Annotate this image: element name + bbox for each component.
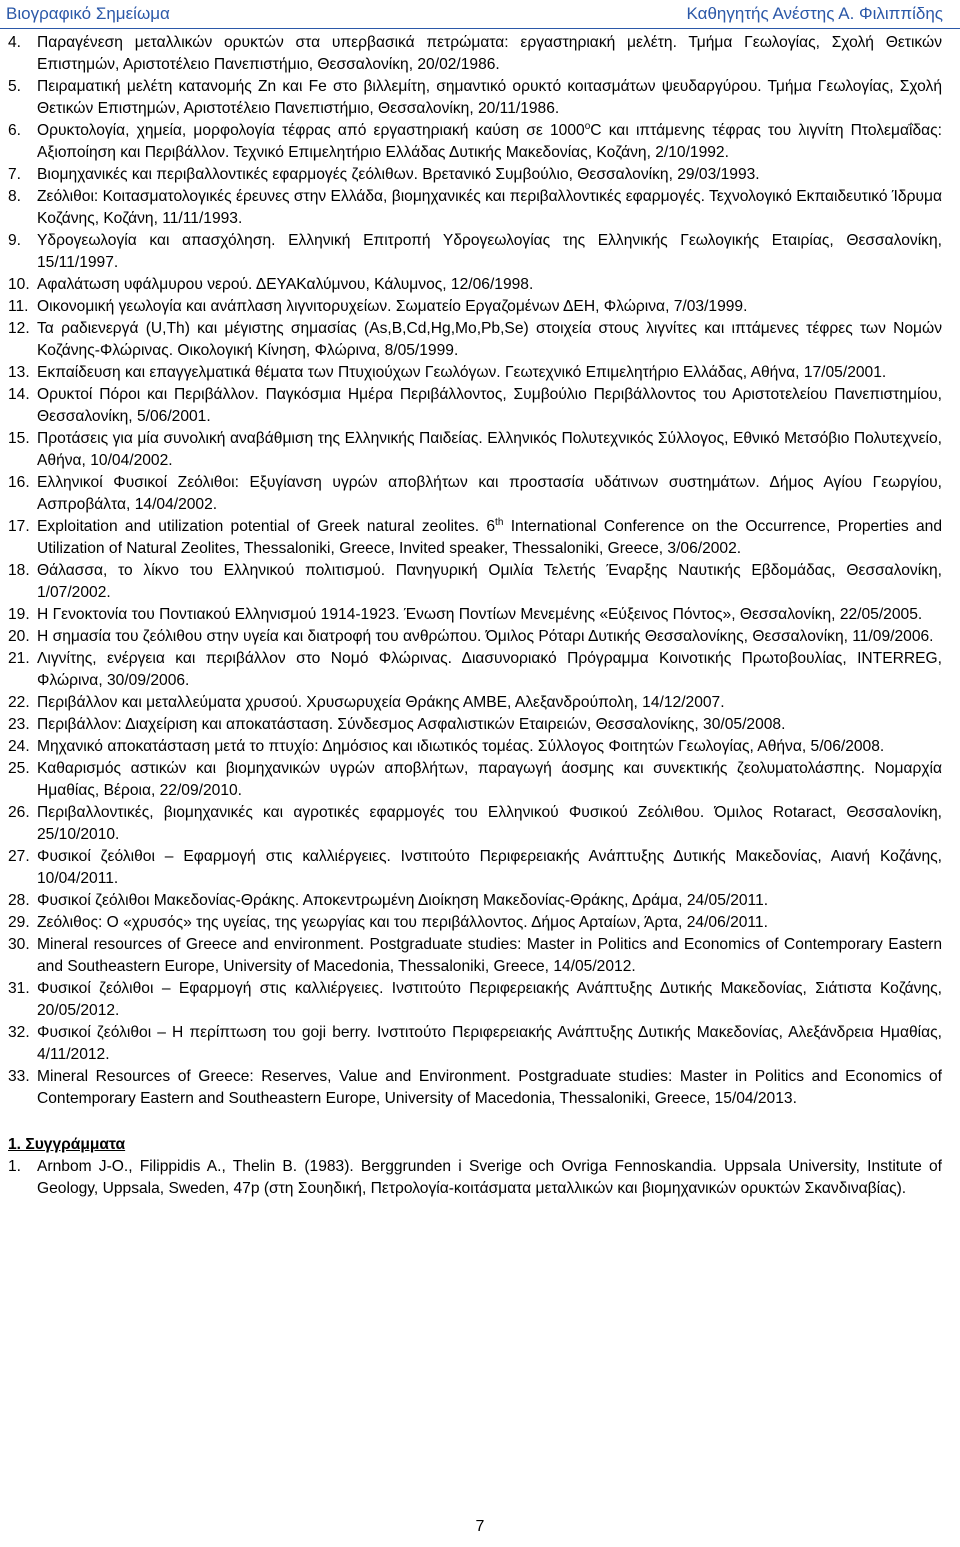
item-text: Πειραματική μελέτη κατανομής Zn και Fe στο βιλλεμίτη, σημαντικό ορυκτό κοιτασμάτων ψευδαργύρου. Τμήμα Γεωλογίας, Σχολή Θετικών Επιστημών, Αριστοτέλειο Πανεπιστήμιο, Θεσσαλονίκη, 20/11/1986. <box>37 78 942 117</box>
item-number: 1. <box>8 1158 22 1175</box>
item-text: Μηχανικό αποκατάσταση μετά το πτυχίο: Δημόσιος και ιδιωτικός τομέας. Σύλλογος Φοιτητών Γεωλογίας, Αθήνα, 5/06/2008. <box>37 738 885 755</box>
list-item <box>8 714 942 736</box>
list-item <box>8 626 942 648</box>
item-text: Θάλασσα, το λίκνο του Ελληνικού πολιτισμού. Πανηγυρική Ομιλία Τελετής Έναρξης Ναυτικής Εβδομάδας, Θεσσαλονίκη, 1/07/2002. <box>37 562 942 601</box>
item-text: Mineral resources of Greece and environment. Postgraduate studies: Master in Politics and Economics of Contemporary Eastern and Southeastern Europe, University of Macedonia, Thessaloniki, Greece, 14/05/2012. <box>37 936 942 975</box>
list-item <box>8 846 942 890</box>
lectures-list <box>8 32 942 1200</box>
list-item <box>8 186 942 230</box>
item-text: Βιομηχανικές και περιβαλλοντικές εφαρμογές ζεόλιθων. Βρετανικό Συμβούλιο, Θεσσαλονίκη, 29/03/1993. <box>37 166 760 183</box>
item-number: 24. <box>8 738 30 755</box>
list-item <box>8 736 942 758</box>
item-text: Φυσικοί ζεόλιθοι Μακεδονίας-Θράκης. Αποκεντρωμένη Διοίκηση Μακεδονίας-Θράκης, Δράμα, 24/05/2011. <box>37 892 769 909</box>
item-text: Παραγένεση μεταλλικών ορυκτών στα υπερβασικά πετρώματα: εργαστηριακή μελέτη. Τμήμα Γεωλογίας, Σχολή Θετικών Επιστημών, Αριστοτέλειο Πανεπιστήμιο, Θεσσαλονίκη, 20/02/1986. <box>37 34 942 73</box>
list-item <box>8 802 942 846</box>
list-item <box>8 560 942 604</box>
list-item <box>8 384 942 428</box>
item-text: Προτάσεις για μία συνολική αναβάθμιση της Ελληνικής Παιδείας. Ελληνικός Πολυτεχνικός Σύλλογος, Εθνικό Μετσόβιο Πολυτεχνείο, Αθήνα, 10/04/2002. <box>37 430 942 469</box>
item-text: Φυσικοί ζεόλιθοι – Εφαρμογή στις καλλιέργειες. Ινστιτούτο Περιφερειακής Ανάπτυξης Δυτικής Μακεδονίας, Σιάτιστα Κοζάνης, 20/05/2012. <box>37 980 942 1019</box>
item-text: Περιβάλλον και μεταλλεύματα χρυσού. Χρυσωρυχεία Θράκης ΑΜΒΕ, Αλεξανδρούπολη, 14/12/2007. <box>37 694 725 711</box>
page-number: 7 <box>475 1518 485 1535</box>
item-number: 4. <box>8 34 22 51</box>
item-number: 32. <box>8 1024 30 1041</box>
item-number: 29. <box>8 914 30 931</box>
superscript: ο <box>584 120 591 132</box>
list-item <box>8 318 942 362</box>
item-text: Η Γενοκτονία του Ποντιακού Ελληνισμού 1914-1923. Ένωση Ποντίων Μενεμένης «Εύξεινος Πόντος», Θεσσαλονίκη, 22/05/2005. <box>37 606 923 623</box>
list-item <box>8 230 942 274</box>
item-text: Ζεόλιθοι: Κοιτασματολογικές έρευνες στην Ελλάδα, βιομηχανικές και περιβαλλοντικές εφαρμογές. Τεχνολογικό Εκπαιδευτικό Ίδρυμα Κοζάνης, Κοζάνη, 11/11/1993. <box>37 188 942 227</box>
list-item <box>8 32 942 76</box>
item-text-part: Exploitation and utilization potential of Greek natural zeolites. 6 <box>37 518 496 535</box>
list-item <box>8 120 942 164</box>
item-number: 27. <box>8 848 30 865</box>
item-number: 8. <box>8 188 22 205</box>
item-number: 25. <box>8 760 30 777</box>
item-number: 9. <box>8 232 22 249</box>
item-text: Φυσικοί ζεόλιθοι – Η περίπτωση του goji berry. Ινστιτούτο Περιφερειακής Ανάπτυξης Δυτικής Μακεδονίας, Αλεξάνδρεια Ημαθίας, 4/11/2012. <box>37 1024 942 1063</box>
reference-item <box>8 1156 942 1200</box>
list-item <box>8 648 942 692</box>
item-text: Περιβαλλοντικές, βιομηχανικές και αγροτικές εφαρμογές του Ελληνικού Φυσικού Ζεόλιθου. Όμιλος Rotaract, Θεσσαλονίκη, 25/10/2010. <box>37 804 942 843</box>
item-number: 6. <box>8 122 22 139</box>
list-item <box>8 428 942 472</box>
item-number: 7. <box>8 166 22 183</box>
list-item <box>8 604 942 626</box>
list-item <box>8 76 942 120</box>
item-number: 31. <box>8 980 30 997</box>
item-text-part: Ορυκτολογία, χημεία, μορφολογία τέφρας από εργαστηριακή καύση σε 1000 <box>37 122 585 139</box>
item-text <box>37 120 942 164</box>
section-heading: 1. Συγγράμματα <box>8 1136 126 1153</box>
item-text: Καθαρισμός αστικών και βιομηχανικών υγρών αποβλήτων, παραγωγή άοσμης και συνεκτικής ζεολυματολάσπης. Νομαρχία Ημαθίας, Βέροια, 22/09/2010. <box>37 760 942 799</box>
item-number: 21. <box>8 650 30 667</box>
list-item <box>8 912 942 934</box>
item-number: 28. <box>8 892 30 909</box>
item-number: 14. <box>8 386 30 403</box>
item-number: 10. <box>8 276 30 293</box>
item-text: Υδρογεωλογία και απασχόληση. Ελληνική Επιτροπή Υδρογεωλογίας της Ελληνικής Γεωλογικής Εταιρίας, Θεσσαλονίκη, 15/11/1997. <box>37 232 942 271</box>
item-number: 30. <box>8 936 30 953</box>
item-number: 26. <box>8 804 30 821</box>
item-text: Τα ραδιενεργά (U,Th) και μέγιστης σημασίας (As,B,Cd,Hg,Mo,Pb,Se) στοιχεία στους λιγνίτες και ιπτάμενες τέφρες των Νομών Κοζάνης-Φλώρινας. Οικολογική Κίνηση, Φλώρινα, 8/05/1999. <box>37 320 942 359</box>
item-text: Ελληνικοί Φυσικοί Ζεόλιθοι: Εξυγίανση υγρών αποβλήτων και προστασία υδάτινων συστημάτων. Δήμος Αγίου Γεωργίου, Ασπροβάλτα, 14/04/2002. <box>37 474 942 513</box>
item-text: Φυσικοί ζεόλιθοι – Εφαρμογή στις καλλιέργειες. Ινστιτούτο Περιφερειακής Ανάπτυξης Δυτικής Μακεδονίας, Αιανή Κοζάνης, 10/04/2011. <box>37 848 942 887</box>
item-text: Ορυκτοί Πόροι και Περιβάλλον. Παγκόσμια Ημέρα Περιβάλλοντος, Συμβούλιο Περιβάλλοντος του Αριστοτελείου Πανεπιστημίου, Θεσσαλονίκη, 5/06/2001. <box>37 386 942 425</box>
list-item <box>8 472 942 516</box>
item-number: 22. <box>8 694 30 711</box>
item-number: 19. <box>8 606 30 623</box>
item-number: 16. <box>8 474 30 491</box>
item-number: 15. <box>8 430 30 447</box>
list-item <box>8 692 942 714</box>
list-item <box>8 274 942 296</box>
header-right-author: Καθηγητής Ανέστης Α. Φιλιππίδης <box>686 4 943 23</box>
superscript: th <box>495 516 504 528</box>
item-number: 17. <box>8 518 30 535</box>
item-text <box>37 516 942 560</box>
item-number: 33. <box>8 1068 30 1085</box>
item-text: Mineral Resources of Greece: Reserves, Value and Environment. Postgraduate studies: Master in Politics and Economics of Contemporary Eastern and Southeastern Europe, University of Macedonia, Thessaloniki, Greece, 15/04/2013. <box>37 1068 942 1107</box>
list-item <box>8 296 942 318</box>
item-number: 12. <box>8 320 30 337</box>
item-number: 18. <box>8 562 30 579</box>
list-item <box>8 934 942 978</box>
list-item <box>8 758 942 802</box>
item-text-part: C και ιπτάμενης τέφρας του λιγνίτη Πτολεμαΐδας: Αξιοποίηση και Περιβάλλον. Τεχνικό Επιμελητήριο Ελλάδας Δυτικής Μακεδονίας, Κοζάνη, 2/10/1992. <box>37 122 943 161</box>
header-left-title: Βιογραφικό Σημείωμα <box>6 4 170 23</box>
list-item <box>8 890 942 912</box>
item-text: Ζεόλιθος: Ο «χρυσός» της υγείας, της γεωργίας και του περιβάλλοντος. Δήμος Αρταίων, Άρτα, 24/06/2011. <box>37 914 768 931</box>
item-number: 5. <box>8 78 22 95</box>
item-text: Λιγνίτης, ενέργεια και περιβάλλον στο Νομό Φλώρινας. Διασυνοριακό Πρόγραμμα Κοινοτικής Πρωτοβουλίας, INTERREG, Φλώρινα, 30/09/2006. <box>37 650 942 689</box>
running-header <box>0 0 960 29</box>
item-text-part: International Conference on the Occurrence, Properties and Utilization of Natural Zeolites, Thessaloniki, Greece, Invited speaker, Thessaloniki, Greece, 3/06/2002. <box>37 518 942 557</box>
item-text: Αφαλάτωση υφάλμυρου νερού. ΔΕΥΑΚαλύμνου, Κάλυμνος, 12/06/1998. <box>37 276 534 293</box>
item-text: Η σημασία του ζεόλιθου στην υγεία και διατροφή του ανθρώπου. Όμιλος Ρόταρι Δυτικής Θεσσαλονίκης, Θεσσαλονίκη, 11/09/2006. <box>37 628 934 645</box>
list-item <box>8 164 942 186</box>
reference-text: Arnbom J-O., Filippidis A., Thelin B. (1983). Berggrunden i Sverige och Ovriga Fennoskandia. Uppsala University, Institute of Geology, Uppsala, Sweden, 47p (στη Σουηδική, Πετρολογία-κοιτάσματα μεταλλικών και βιομηχανικών ορυκτών Σκανδιναβίας). <box>37 1158 942 1197</box>
item-text: Οικονομική γεωλογία και ανάπλαση λιγνιτορυχείων. Σωματείο Εργαζομένων ΔΕΗ, Φλώρινα, 7/03/1999. <box>37 298 748 315</box>
item-text: Εκπαίδευση και επαγγελματικά θέματα των Πτυχιούχων Γεωλόγων. Γεωτεχνικό Επιμελητήριο Ελλάδας, Αθήνα, 17/05/2001. <box>37 364 887 381</box>
item-text: Περιβάλλον: Διαχείριση και αποκατάσταση. Σύνδεσμος Ασφαλιστικών Εταιρειών, Θεσσαλονίκης, 30/05/2008. <box>37 716 786 733</box>
list-item <box>8 978 942 1022</box>
list-item <box>8 1022 942 1066</box>
item-number: 20. <box>8 628 30 645</box>
list-item <box>8 362 942 384</box>
item-number: 13. <box>8 364 30 381</box>
item-number: 23. <box>8 716 30 733</box>
list-item <box>8 516 942 560</box>
list-item <box>8 1066 942 1110</box>
item-number: 11. <box>8 298 29 315</box>
